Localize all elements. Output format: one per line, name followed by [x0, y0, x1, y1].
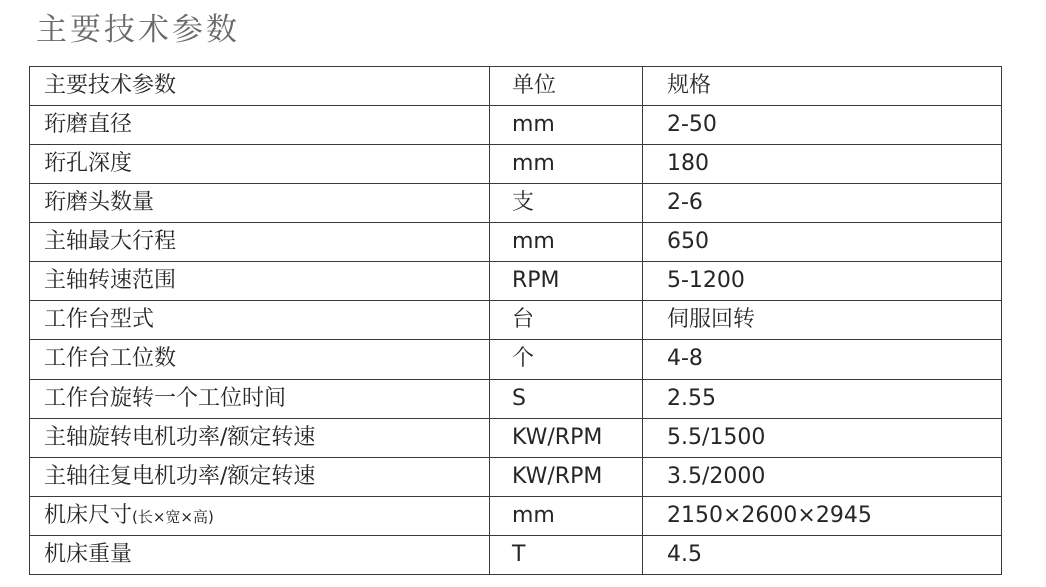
- table-row: [30, 184, 1002, 223]
- spec-cell: 4-8: [643, 340, 1002, 379]
- table-row: [30, 340, 1002, 379]
- table-row: [30, 457, 1002, 496]
- param-cell: [30, 535, 490, 574]
- param-cell: [30, 340, 490, 379]
- param-name: 主轴往复电机功率/额定转速: [44, 463, 316, 489]
- spec-cell: 伺服回转: [643, 301, 1002, 340]
- unit-cell: mm: [490, 145, 643, 184]
- spec-cell: 5.5/1500: [643, 418, 1002, 457]
- spec-cell: 2.55: [643, 379, 1002, 418]
- param-cell: [30, 262, 490, 301]
- table-row: [30, 262, 1002, 301]
- unit-cell: mm: [490, 223, 643, 262]
- unit-cell: T: [490, 535, 643, 574]
- unit-cell: S: [490, 379, 643, 418]
- unit-cell: RPM: [490, 262, 643, 301]
- param-cell: [30, 379, 490, 418]
- spec-cell: 180: [643, 145, 1002, 184]
- header-param: 主要技术参数: [30, 67, 490, 106]
- spec-cell: 5-1200: [643, 262, 1002, 301]
- param-name: 主轴旋转电机功率/额定转速: [44, 424, 316, 450]
- param-name: 机床尺寸: [44, 502, 133, 528]
- param-cell: [30, 106, 490, 145]
- unit-cell: 支: [490, 184, 643, 223]
- param-cell: [30, 496, 490, 535]
- spec-cell: 3.5/2000: [643, 457, 1002, 496]
- header-unit: 单位: [490, 67, 643, 106]
- param-name: 珩孔深度: [44, 151, 133, 177]
- unit-cell: KW/RPM: [490, 418, 643, 457]
- spec-table: [29, 66, 1002, 575]
- spec-cell: 2-50: [643, 106, 1002, 145]
- spec-cell: 4.5: [643, 535, 1002, 574]
- header-spec: 规格: [643, 67, 1002, 106]
- unit-cell: mm: [490, 496, 643, 535]
- param-name: 机床重量: [44, 541, 133, 567]
- table-row: [30, 106, 1002, 145]
- table-header-row: [30, 67, 1002, 106]
- unit-cell: mm: [490, 106, 643, 145]
- param-name: 工作台型式: [44, 307, 155, 333]
- param-cell: [30, 301, 490, 340]
- spec-cell: 2-6: [643, 184, 1002, 223]
- unit-cell: 台: [490, 301, 643, 340]
- unit-cell: 个: [490, 340, 643, 379]
- unit-cell: KW/RPM: [490, 457, 643, 496]
- table-row: [30, 418, 1002, 457]
- table-row: [30, 223, 1002, 262]
- param-name: 珩磨直径: [44, 112, 133, 138]
- param-cell: [30, 184, 490, 223]
- spec-cell: 650: [643, 223, 1002, 262]
- param-cell: [30, 223, 490, 262]
- param-name: 工作台工位数: [44, 346, 177, 372]
- param-name: 主轴转速范围: [44, 268, 177, 294]
- table-row: [30, 379, 1002, 418]
- page-title: 主要技术参数: [36, 12, 240, 48]
- table-row: [30, 145, 1002, 184]
- param-suffix: (长×宽×高): [132, 507, 214, 526]
- param-cell: [30, 145, 490, 184]
- table-row: [30, 535, 1002, 574]
- param-name: 主轴最大行程: [44, 229, 177, 255]
- param-name: 珩磨头数量: [44, 190, 155, 216]
- spec-cell: 2150×2600×2945: [643, 496, 1002, 535]
- table-row: [30, 496, 1002, 535]
- param-name: 工作台旋转一个工位时间: [44, 385, 287, 411]
- param-cell: [30, 418, 490, 457]
- param-cell: [30, 457, 490, 496]
- table-row: [30, 301, 1002, 340]
